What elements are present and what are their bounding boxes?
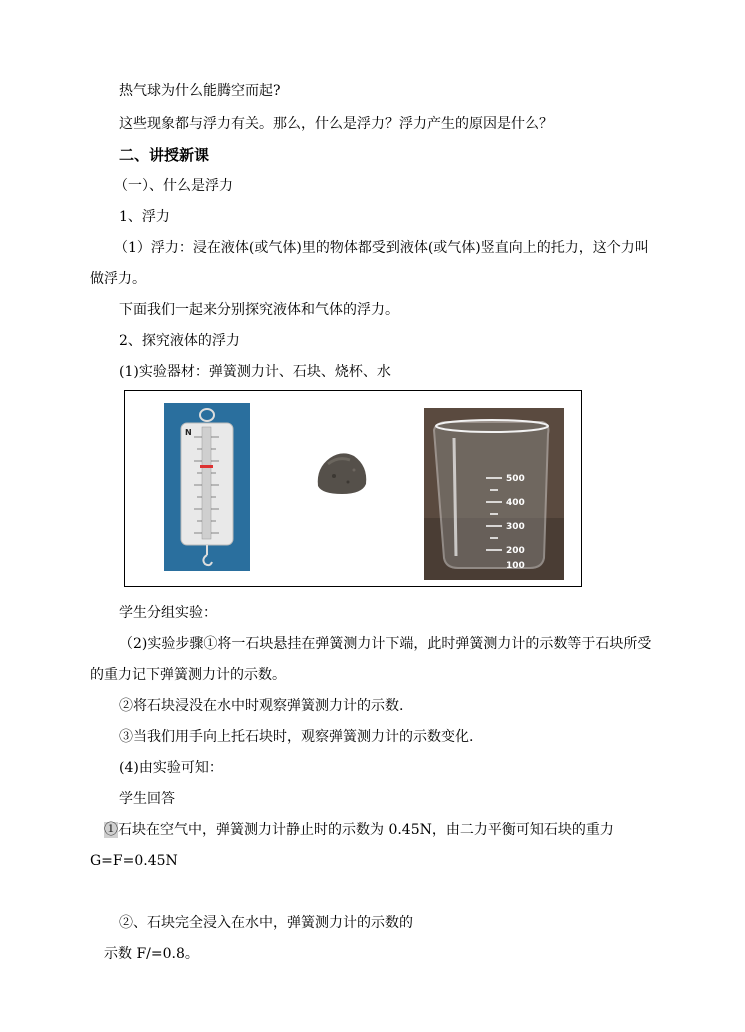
paragraph-answer-2-cont: 示数 F/=0.8。 <box>104 946 199 962</box>
paragraph-step-2: ②将石块浸没在水中时观察弹簧测力计的示数. <box>119 698 404 714</box>
beaker-mark-300: 300 <box>506 522 525 532</box>
equipment-line: (1)实验器材：弹簧测力计、石块、烧杯、水 <box>119 364 391 380</box>
subsection-heading: （一）、什么是浮力 <box>114 178 233 194</box>
beaker-mark-100: 100 <box>506 561 525 571</box>
paragraph-definition: （1）浮力：浸在液体(或气体)里的物体都受到液体(或气体)竖直向上的托力，这个力叫 <box>114 240 649 256</box>
paragraph-step-3: ③当我们用手向上托石块时，观察弹簧测力计的示数变化. <box>119 729 474 745</box>
paragraph-group-experiment: 学生分组实验： <box>119 605 217 621</box>
scale-unit-label: N <box>185 428 192 437</box>
spring-scale-image <box>164 403 250 571</box>
paragraph-2: 这些现象都与浮力有关。那么，什么是浮力？浮力产生的原因是什么？ <box>119 116 553 132</box>
answer-marker-1: ① <box>104 822 118 838</box>
answer-1-text: 石块在空气中，弹簧测力计静止时的示数为 0.45N，由二力平衡可知石块的重力 <box>118 822 614 838</box>
item-heading-1: 1、浮力 <box>119 209 170 225</box>
paragraph-conclusion-heading: (4)由实验可知： <box>119 760 223 776</box>
item-heading-2: 2、探究液体的浮力 <box>119 333 240 349</box>
paragraph-step-1: （2)实验步骤①将一石块悬挂在弹簧测力计下端，此时弹簧测力计的示数等于石块所受 <box>119 636 652 652</box>
beaker-image <box>424 408 564 580</box>
equipment-figure <box>124 390 582 587</box>
paragraph-answer-2: ②、石块完全浸入在水中，弹簧测力计的示数的 <box>119 915 413 931</box>
paragraph-student-answer: 学生回答 <box>119 791 175 807</box>
paragraph-definition-cont: 做浮力。 <box>90 271 146 287</box>
beaker-mark-400: 400 <box>506 498 525 508</box>
paragraph-answer-1-cont: G=F=0.45N <box>90 853 178 869</box>
paragraph-answer-1 <box>104 821 614 839</box>
paragraph-1: 热气球为什么能腾空而起? <box>119 83 281 99</box>
stone-image <box>314 448 370 496</box>
beaker-mark-200: 200 <box>506 546 525 556</box>
beaker-mark-500: 500 <box>506 474 525 484</box>
paragraph-intro: 下面我们一起来分别探究液体和气体的浮力。 <box>119 302 399 318</box>
section-heading: 二、讲授新课 <box>119 146 210 164</box>
paragraph-step-1-cont: 的重力记下弹簧测力计的示数。 <box>90 667 286 683</box>
